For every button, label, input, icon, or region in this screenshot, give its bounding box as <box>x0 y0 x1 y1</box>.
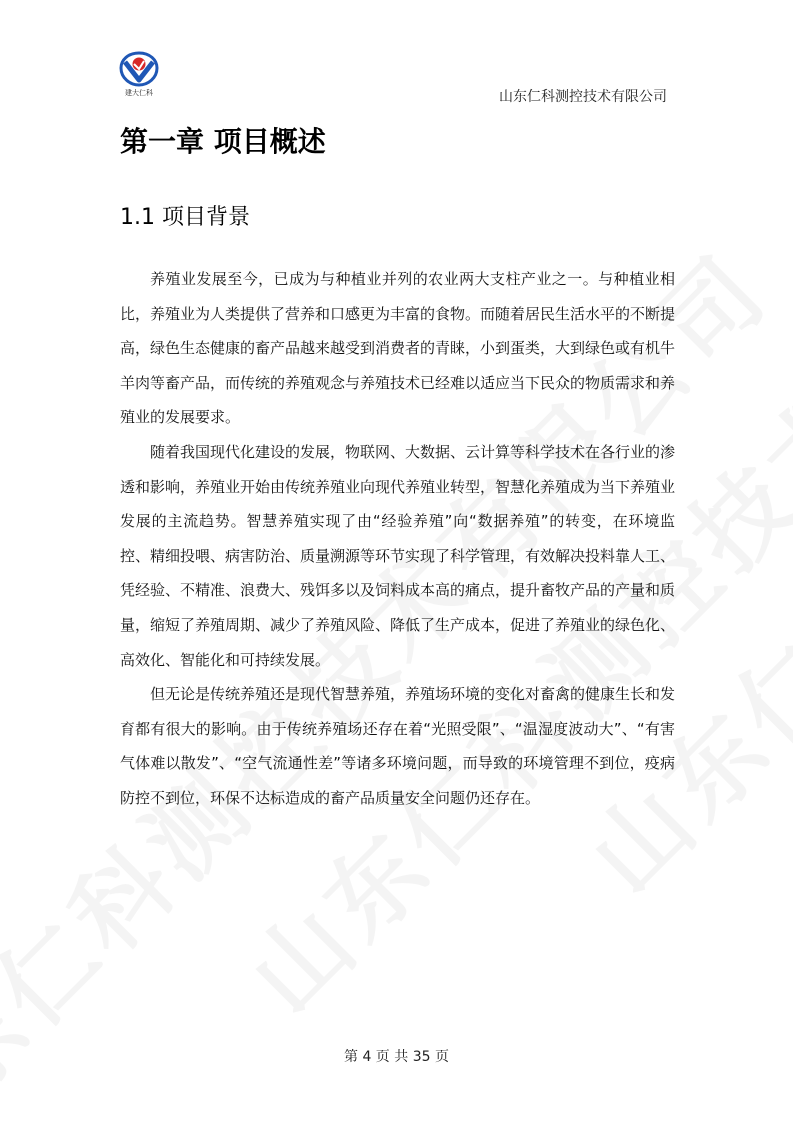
paragraph: 但无论是传统养殖还是现代智慧养殖，养殖场环境的变化对畜禽的健康生长和发育都有很大的影响。由于传统养殖场还存在着“光照受限”、“温湿度波动大”、“有害气体难以散发”、“空气流通性差”等诸多环境问题，而导致的环境管理不到位，疫病防控不到位，环保不达标造成的畜产品质量安全问题仍还存在。 <box>120 685 676 807</box>
chapter-title: 第一章 项目概述 <box>120 125 326 158</box>
page-number: 第 4 页 共 35 页 <box>344 1049 449 1065</box>
paragraph: 养殖业发展至今，已成为与种植业并列的农业两大支柱产业之一。与种植业相比，养殖业为人类提供了营养和口感更为丰富的食物。而随着居民生活水平的不断提高，绿色生态健康的畜产品越来越受到消费者的青睐，小到蛋类，大到绿色或有机牛羊肉等畜产品，而传统的养殖观念与养殖技术已经难以适应当下民众的物质需求和养殖业的发展要求。 <box>120 270 676 427</box>
company-name: 山东仁科测控技术有限公司 <box>499 89 667 105</box>
header-divider <box>120 106 673 107</box>
body-text <box>120 262 675 816</box>
logo-icon <box>117 50 161 88</box>
company-logo <box>117 50 161 98</box>
paragraph: 随着我国现代化建设的发展，物联网、大数据、云计算等科学技术在各行业的渗透和影响，养殖业开始由传统养殖业向现代养殖业转型，智慧化养殖成为当下养殖业发展的主流趋势。智慧养殖实现了由“经验养殖”向“数据养殖”的转变，在环境监控、精细投喂、病害防治、质量溯源等环节实现了科学管理，有效解决投料靠人工、凭经验、不精准、浪费大、残饵多以及饲料成本高的痛点，提升畜牧产品的产量和质量，缩短了养殖周期、减少了养殖风险、降低了生产成本，促进了养殖业的绿色化、高效化、智能化和可持续发展。 <box>120 442 676 669</box>
logo-caption: 建大仁科 <box>125 89 153 97</box>
section-title: 1.1 项目背景 <box>120 205 250 230</box>
